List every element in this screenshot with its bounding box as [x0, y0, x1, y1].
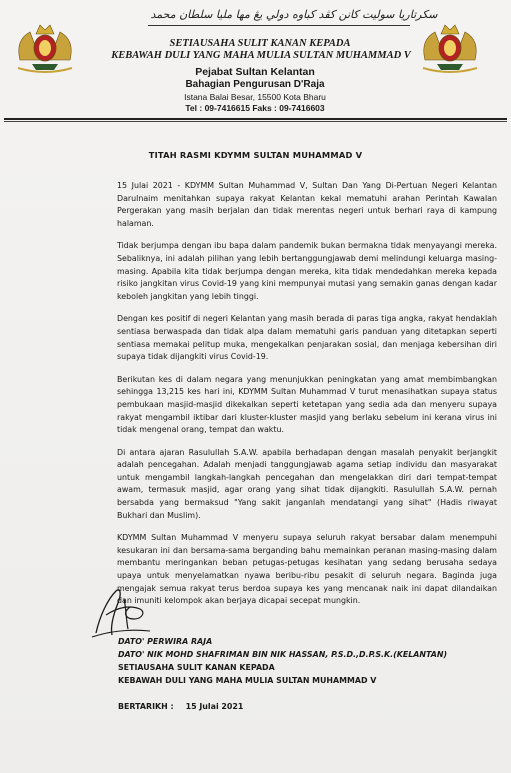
- date-label: BERTARIKH :: [118, 702, 174, 711]
- department-name: Pejabat Sultan Kelantan: [195, 66, 315, 78]
- office-title: SETIAUSAHA SULIT KANAN KEPADA: [169, 38, 351, 49]
- signatory-position-2: KEBAWAH DULI YANG MAHA MULIA SULTAN MUHAMMAD V: [118, 676, 377, 685]
- paragraph: 15 Julai 2021 - KDYMM Sultan Muhammad V, Sultan Dan Yang Di-Pertuan Negeri Kelantan Darulnaim menitahkan supaya rakyat Kelantan kekal mematuhi arahan Perintah Kawalan Pergerakan yang masih berjalan dan tidak merentas negeri untuk berhari raya di kampung halaman.: [117, 181, 497, 228]
- phone-fax: Tel : 09-7416615 Faks : 09-7416603: [185, 103, 325, 113]
- paragraph: Dengan kes positif di negeri Kelantan yang masih berada di paras tiga angka, rakyat hendaklah sentiasa berwaspada dan tidak alpa dalam mematuhi garis panduan yang ditetapkan seperti sentiasa memakai pelitup muka, mengekalkan penjarakan sosial, dan menjaga kebersihan diri supaya tidak dijangkiti virus Covid-19.: [117, 314, 497, 362]
- signatory-name: DATO' NIK MOHD SHAFRIMAN BIN NIK HASSAN, P.S.D.,D.P.S.K.(KELANTAN): [118, 650, 448, 659]
- header-divider-thin: [4, 121, 507, 122]
- date-value: 15 Julai 2021: [185, 702, 244, 711]
- state-crest-left: [10, 20, 80, 75]
- handwritten-signature: [86, 585, 156, 641]
- paragraph: Berikutan kes di dalam negara yang menunjukkan peningkatan yang amat membimbangkan sehingga 13,215 kes hari ini, KDYMM Sultan Muhammad V turut menasihatkan supaya status pembukaan masjid-masjid dikekalkan seperti ketetapan yang sedia ada dan menyeru supaya rakyat mengambil iktibar dari kluster-kluster masjid yang berlaku sebelum ini kerana virus ini tidak mengenal orang, tempat dan waktu.: [117, 374, 497, 435]
- document-body: [117, 180, 497, 618]
- header-divider: [4, 118, 507, 120]
- paragraph: Di antara ajaran Rasulullah S.A.W. apabila berhadapan dengan masalah penyakit berjangkit adalah pencegahan. Adalah menjadi tanggungjawab agama setiap individu dan masyarakat untuk mengambil langkah-langkah pencegahan dan mengelakkan diri dari tempat-tempat awam, termasuk masjid, agar orang yang sihat tidak dijangkiti. Rasulullah S.A.W. pernah bersabda yang bermaksud "Yang sakit janganlah mendatangi yang sihat" (Hadis riwayat Bukhari dan Muslim).: [117, 447, 497, 520]
- signatory-title: DATO' PERWIRA RAJA: [118, 637, 213, 646]
- document-title: TITAH RASMI KDYMM SULTAN MUHAMMAD V: [148, 150, 363, 160]
- division-name: Bahagian Pengurusan D'Raja: [185, 79, 325, 90]
- address: Istana Balai Besar, 15500 Kota Bharu: [184, 92, 326, 102]
- paragraph: KDYMM Sultan Muhammad V menyeru supaya seluruh rakyat bersabar dalam menempuhi kesukaran ini dan bersama-sama berganding bahu memainkan peranan masing-masing dalam membantu meringankan beban petugas-petugas kesihatan yang sedang berusaha sedaya upaya untuk menyelamatkan nyawa beribu-ribu pesakit di seluruh negara. Baginda juga mengajak semua rakyat terus berdoa supaya kes yang mencanak naik ini dapat dilandaikan dan imuniti kelompok akan berjaya dicapai secepat mungkin.: [117, 533, 497, 606]
- office-subtitle: KEBAWAH DULI YANG MAHA MULIA SULTAN MUHAMMAD V: [111, 50, 411, 61]
- header-underline: [148, 25, 410, 26]
- state-crest-right: [415, 20, 485, 75]
- paragraph: Tidak berjumpa dengan ibu bapa dalam pandemik bukan bermakna tidak menyayangi mereka. Sebaliknya, ini adalah pilihan yang lebih bertanggungjawab demi melindungi keluarga masing-masing. Apabila kita tidak berjumpa dengan mereka, kita tidak mendedahkan mereka kepada risiko jangkitan virus Covid-19 yang kini mempunyai mutasi yang semakin ganas dengan kadar keboleh jangkitan yang lebih tinggi.: [117, 241, 497, 301]
- signatory-position: SETIAUSAHA SULIT KANAN KEPADA: [118, 663, 275, 672]
- date-line: [118, 702, 243, 711]
- jawi-header-text: سکرتاريا سوليت کانن کڤد کباوه دولي يڠ مها مليا سلطان محمد: [150, 8, 438, 21]
